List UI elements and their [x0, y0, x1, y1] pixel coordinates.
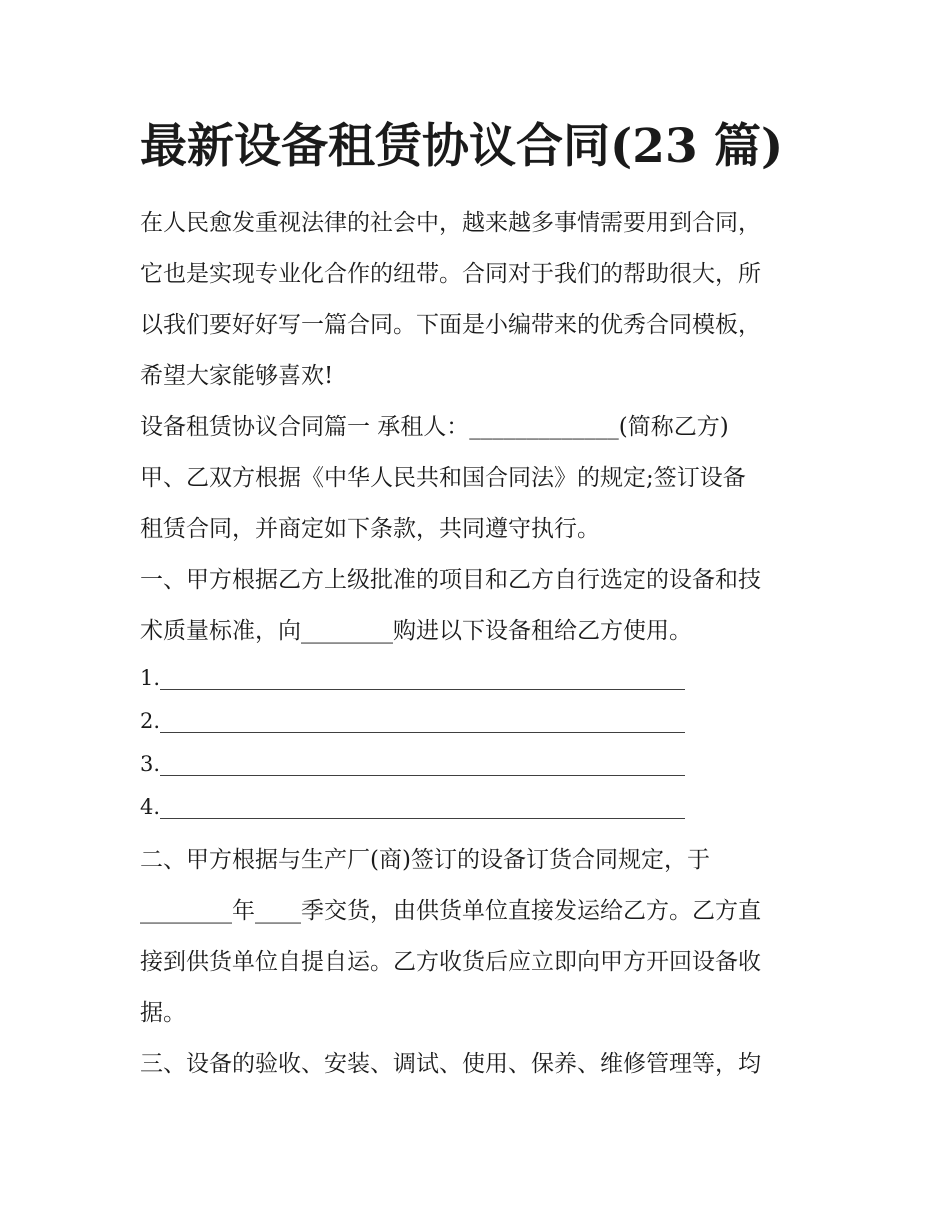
blank-item: 1.__________________________________________________ [140, 666, 686, 690]
text-line: 以我们要好好写一篇合同。下面是小编带来的优秀合同模板， [140, 312, 761, 338]
text-line: 希望大家能够喜欢! [140, 363, 334, 389]
blank-item: 4.__________________________________________________ [140, 795, 686, 819]
clause-two [140, 835, 820, 1039]
text-line: 术质量标准，向________购进以下设备租给乙方使用。 [140, 618, 692, 644]
intro-paragraph [140, 198, 820, 402]
blank-item: 2.__________________________________________________ [140, 709, 686, 733]
blank-item-list [140, 657, 820, 829]
text-line: ________年____季交货，由供货单位直接发运给乙方。乙方直 [140, 898, 761, 924]
section-one-heading: 设备租赁协议合同篇一 承租人：_____________(简称乙方) [140, 414, 729, 440]
blank-item: 3.__________________________________________________ [140, 752, 686, 776]
document-title: 最新设备租赁协议合同(23 篇) [140, 119, 784, 174]
text-line: 在人民愈发重视法律的社会中，越来越多事情需要用到合同， [140, 210, 761, 236]
text-line: 一、甲方根据乙方上级批准的项目和乙方自行选定的设备和技 [140, 567, 761, 593]
preamble-paragraph [140, 453, 820, 555]
text-line: 二、甲方根据与生产厂(商)签订的设备订货合同规定，于 [140, 847, 710, 873]
text-line: 它也是实现专业化合作的纽带。合同对于我们的帮助很大，所 [140, 261, 761, 287]
text-line: 接到供货单位自提自运。乙方收货后应立即向甲方开回设备收 [140, 949, 761, 975]
clause-three [140, 1039, 820, 1090]
text-line: 据。 [140, 1000, 186, 1026]
clause-one [140, 555, 820, 657]
text-line: 甲、乙双方根据《中华人民共和国合同法》的规定;签订设备 [140, 465, 746, 491]
text-line: 三、设备的验收、安装、调试、使用、保养、维修管理等，均 [140, 1051, 761, 1077]
text-line: 租赁合同，并商定如下条款，共同遵守执行。 [140, 516, 600, 542]
document-page [140, 112, 820, 1090]
